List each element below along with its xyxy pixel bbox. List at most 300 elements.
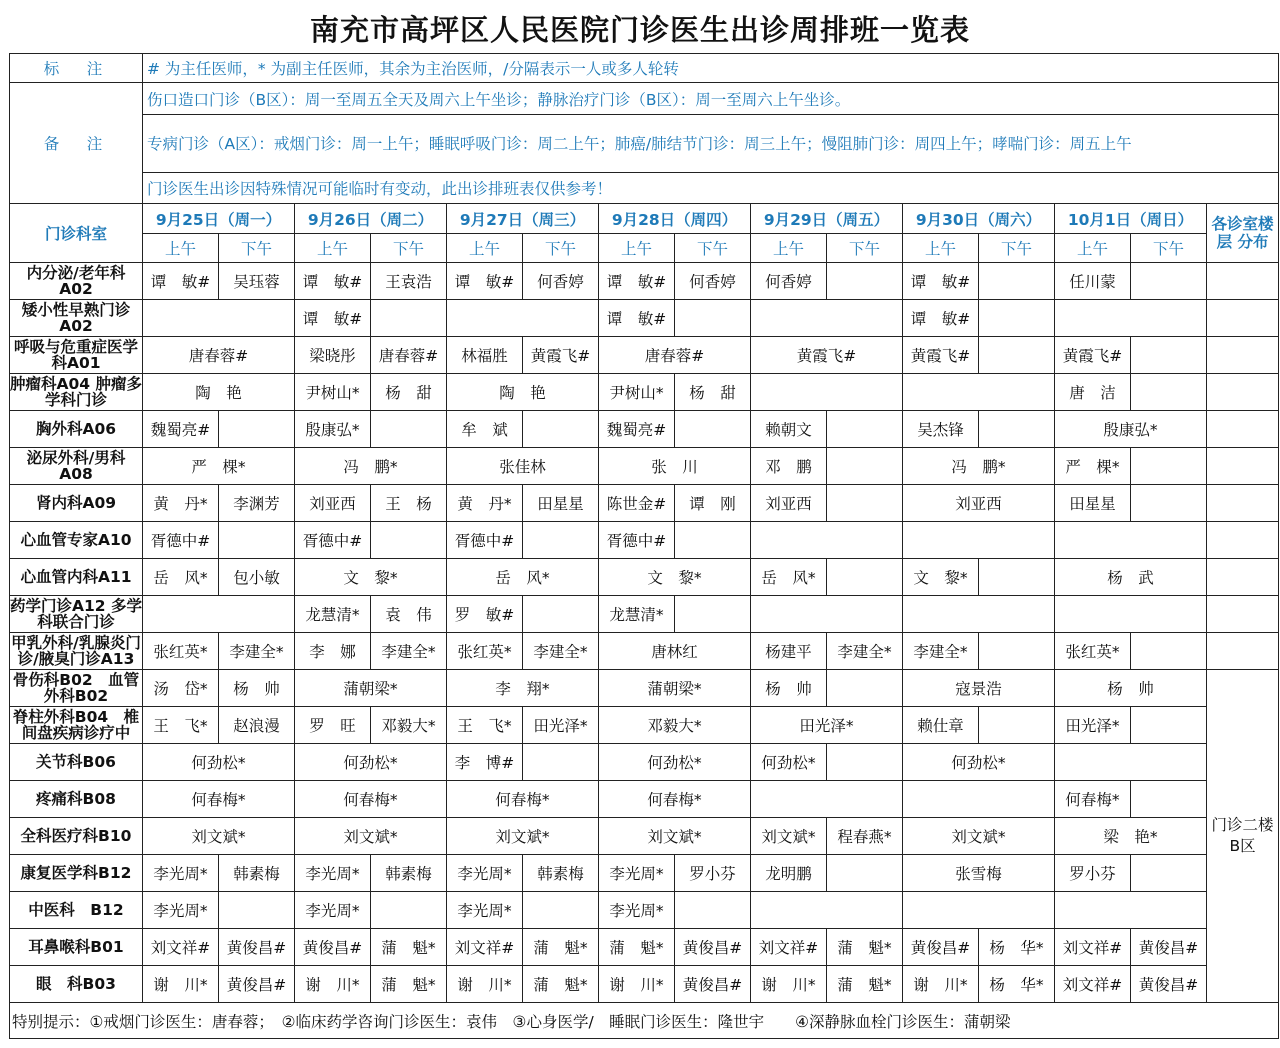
am-header: 上午 [599,234,675,263]
floor-cell [1207,559,1279,596]
doctor-cell [523,522,599,559]
doctor-cell: 杨 帅 [751,670,827,707]
doctor-cell: 胥德中# [295,522,371,559]
doctor-cell: 刘文斌* [599,818,751,855]
footer-row [10,1003,1279,1039]
doctor-cell: 赵浪漫 [219,707,295,744]
doctor-cell: 韩素梅 [523,855,599,892]
doctor-cell: 杨 帅 [1055,670,1207,707]
doctor-cell: 韩素梅 [371,855,447,892]
doctor-cell: 杨建平 [751,633,827,670]
am-header: 上午 [751,234,827,263]
dept-name: 甲乳外科/乳腺炎门诊/腋臭门诊A13 [11,634,141,668]
doctor-cell [675,892,751,929]
schedule-row [10,744,1279,781]
doctor-cell: 岳 风* [751,559,827,596]
doctor-cell: 罗 旺 [295,707,371,744]
floor-cell [1207,522,1279,559]
doctor-cell: 刘文祥# [143,929,219,966]
remark-3: 门诊医生出诊因特殊情况可能临时有变动，此出诊排班表仅供参考！ [143,173,1279,204]
dept-name: 眼 科B03 [10,966,143,1003]
doctor-cell: 黄霞飞# [1055,337,1131,374]
doctor-cell [219,522,295,559]
day-header: 9月28日（周四） [599,204,751,234]
doctor-cell [827,670,903,707]
schedule-row [10,263,1279,300]
doctor-cell: 张 川 [599,448,751,485]
doctor-cell: 李光周* [143,855,219,892]
doctor-cell [827,411,903,448]
doctor-cell: 文 黎* [295,559,447,596]
doctor-cell: 杨 甜 [675,374,751,411]
am-header: 上午 [903,234,979,263]
doctor-cell [903,892,1055,929]
doctor-cell: 胥德中# [599,522,675,559]
doctor-cell: 胥德中# [143,522,219,559]
dept-name: 泌尿外科/男科A08 [10,448,143,485]
doctor-cell: 张雪梅 [903,855,1055,892]
doctor-cell: 何香婷 [751,263,827,300]
doctor-cell [1055,892,1207,929]
doctor-cell: 张佳林 [447,448,599,485]
doctor-cell: 李建全* [903,633,979,670]
doctor-cell [751,892,903,929]
dept-name: 康复医学科B12 [10,855,143,892]
doctor-cell: 王 飞* [447,707,523,744]
doctor-cell [1131,855,1207,892]
floor-cell [1207,633,1279,670]
doctor-cell: 黄 丹* [447,485,523,522]
schedule-row [10,485,1279,522]
doctor-cell: 罗小芬 [675,855,751,892]
doctor-cell [1131,707,1207,744]
doctor-cell [751,781,903,818]
pm-header: 下午 [219,234,295,263]
doctor-cell: 蒲 魁* [523,966,599,1003]
doctor-cell: 李 娜 [295,633,371,670]
doctor-cell: 杨 帅 [219,670,295,707]
doctor-cell: 牟 斌 [447,411,523,448]
day-header: 9月26日（周二） [295,204,447,234]
doctor-cell: 何劲松* [903,744,1055,781]
doctor-cell: 田星星 [1055,485,1131,522]
doctor-cell: 王 杨 [371,485,447,522]
doctor-cell [979,263,1055,300]
pm-header: 下午 [827,234,903,263]
pm-header: 下午 [675,234,751,263]
doctor-cell [903,596,1055,633]
doctor-cell: 黄俊昌# [675,966,751,1003]
doctor-cell: 何春梅* [447,781,599,818]
doctor-cell: 何劲松* [143,744,295,781]
doctor-cell [143,596,295,633]
legend-row [10,54,1279,83]
floor-cell [1207,300,1279,337]
doctor-cell: 谭 敏# [447,263,523,300]
doctor-cell: 王袁浩 [371,263,447,300]
doctor-cell: 何香婷 [523,263,599,300]
doctor-cell: 田光泽* [1055,707,1131,744]
doctor-cell [1131,337,1207,374]
doctor-cell: 何春梅* [295,781,447,818]
doctor-cell: 李渊芳 [219,485,295,522]
doctor-cell: 韩素梅 [219,855,295,892]
doctor-cell: 何劲松* [751,744,827,781]
doctor-cell: 谭 敏# [903,300,979,337]
doctor-cell [1055,522,1207,559]
doctor-cell: 赖朝文 [751,411,827,448]
remarks-row-2 [10,115,1279,173]
doctor-cell: 黄俊昌# [903,929,979,966]
schedule-row [10,966,1279,1003]
floor-cell [1207,374,1279,411]
remark-1: 伤口造口门诊（B区）：周一至周五全天及周六上午坐诊；静脉治疗门诊（B区）：周一至周六上午坐诊。 [143,83,1279,115]
doctor-cell [1055,300,1207,337]
doctor-cell: 龙明鹏 [751,855,827,892]
doctor-cell: 何劲松* [295,744,447,781]
doctor-cell: 唐林红 [599,633,751,670]
doctor-cell: 蒲 魁* [371,929,447,966]
doctor-cell: 杨 武 [1055,559,1207,596]
doctor-cell [751,300,903,337]
doctor-cell: 李光周* [295,855,371,892]
doctor-cell: 吴珏蓉 [219,263,295,300]
doctor-cell [371,411,447,448]
doctor-cell: 谢 川* [295,966,371,1003]
pm-header: 下午 [1131,234,1207,263]
doctor-cell: 何香婷 [675,263,751,300]
doctor-cell: 蒲 魁* [599,929,675,966]
doctor-cell [751,374,903,411]
doctor-cell [1131,781,1207,818]
doctor-cell: 蒲 魁* [371,966,447,1003]
dept-name: 肿瘤科A04 肿瘤多学科门诊 [10,375,142,409]
remark-2: 专病门诊（A区）：戒烟门诊：周一上午；睡眠呼吸门诊：周二上午；肺癌/肺结节门诊：周三上午；慢阻肺门诊：周四上午；哮喘门诊：周五上午 [143,115,1279,173]
doctor-cell: 谢 川* [447,966,523,1003]
footer-note: 特别提示：①戒烟门诊医生：唐春蓉； ②临床药学咨询门诊医生：袁伟 ③心身医学/ 睡眠门诊医生：隆世宇 ④深静脉血栓门诊医生：蒲朝梁 [10,1003,1279,1039]
doctor-cell [903,522,1055,559]
doctor-cell: 蒲朝梁* [295,670,447,707]
floor-cell [1207,448,1279,485]
floor-cell [1207,485,1279,522]
dept-name: 关节科B06 [10,744,143,781]
doctor-cell: 唐春蓉# [599,337,751,374]
schedule-row [10,781,1279,818]
doctor-cell: 谭 敏# [295,263,371,300]
doctor-cell [827,855,903,892]
doctor-cell: 胥德中# [447,522,523,559]
dept-name: 中医科 B12 [10,892,143,929]
doctor-cell: 冯 鹏* [903,448,1055,485]
doctor-cell: 黄俊昌# [219,966,295,1003]
doctor-cell [979,707,1055,744]
doctor-cell [827,263,903,300]
doctor-cell: 魏蜀亮# [599,411,675,448]
doctor-cell: 谭 敏# [143,263,219,300]
doctor-cell: 袁 伟 [371,596,447,633]
doctor-cell: 黄俊昌# [675,929,751,966]
schedule-row [10,633,1279,670]
floor-header: 各诊室楼 层 分布 [1207,204,1279,263]
doctor-cell: 文 黎* [599,559,751,596]
doctor-cell [675,522,751,559]
day-header: 10月1日（周日） [1055,204,1207,234]
doctor-cell: 王 飞* [143,707,219,744]
doctor-cell: 吴杰锋 [903,411,979,448]
schedule-row [10,374,1279,411]
schedule-row [10,300,1279,337]
doctor-cell: 任川蒙 [1055,263,1131,300]
dept-name: 心血管专家A10 [10,522,143,559]
doctor-cell: 李 翔* [447,670,599,707]
remarks-row-3 [10,173,1279,204]
doctor-cell: 张红英* [1055,633,1131,670]
schedule-row [10,596,1279,633]
doctor-cell: 黄俊昌# [295,929,371,966]
legend-text: # 为主任医师，* 为副主任医师，其余为主治医师，/分隔表示一人或多人轮转 [143,54,1279,83]
doctor-cell: 黄俊昌# [1131,966,1207,1003]
doctor-cell: 何春梅* [143,781,295,818]
doctor-cell: 田光泽* [751,707,903,744]
doctor-cell [675,411,751,448]
doctor-cell: 殷康弘* [1055,411,1207,448]
doctor-cell: 谭 敏# [599,263,675,300]
doctor-cell [675,300,751,337]
dept-name: 胸外科A06 [10,411,143,448]
doctor-cell: 严 棵* [1055,448,1131,485]
doctor-cell [1131,485,1207,522]
remarks-row-1 [10,83,1279,115]
doctor-cell: 李光周* [143,892,219,929]
doctor-cell: 寇景浩 [903,670,1055,707]
doctor-cell: 严 棵* [143,448,295,485]
doctor-cell [979,633,1055,670]
doctor-cell: 田光泽* [523,707,599,744]
doctor-cell: 陶 艳 [447,374,599,411]
dept-name: 肾内科A09 [10,485,143,522]
schedule-row [10,855,1279,892]
dept-name: 全科医疗科B10 [10,818,143,855]
doctor-cell: 黄俊昌# [219,929,295,966]
doctor-cell [523,596,599,633]
remarks-label: 备 注 [10,83,143,204]
doctor-cell: 谭 刚 [675,485,751,522]
doctor-cell: 蒲朝梁* [599,670,751,707]
doctor-cell: 李光周* [447,855,523,892]
dept-name: 耳鼻喉科B01 [10,929,143,966]
doctor-cell: 殷康弘* [295,411,371,448]
dept-name: 内分泌/老年科A02 [10,263,143,300]
pm-header: 下午 [979,234,1055,263]
doctor-cell: 黄俊昌# [1131,929,1207,966]
doctor-cell: 刘文祥# [1055,966,1131,1003]
doctor-cell: 汤 岱* [143,670,219,707]
doctor-cell: 文 黎* [903,559,979,596]
schedule-row [10,522,1279,559]
doctor-cell: 何劲松* [599,744,751,781]
floor-cell [1207,263,1279,300]
dept-name: 脊柱外科B04 椎间盘疾病诊疗中 [10,707,143,744]
dept-header: 门诊科室 [10,204,143,263]
schedule-row [10,411,1279,448]
doctor-cell [219,892,295,929]
pm-header: 下午 [523,234,599,263]
doctor-cell: 尹树山* [295,374,371,411]
schedule-row [10,818,1279,855]
doctor-cell [979,300,1055,337]
dept-name: 矮小性早熟门诊A02 [10,300,143,337]
doctor-cell: 谭 敏# [903,263,979,300]
doctor-cell [1131,633,1207,670]
doctor-cell: 刘文斌* [295,818,447,855]
doctor-cell: 李 博# [447,744,523,781]
doctor-cell: 梁 艳* [1055,818,1207,855]
day-header: 9月29日（周五） [751,204,903,234]
doctor-cell: 唐春蓉# [143,337,295,374]
doctor-cell [523,411,599,448]
dept-name: 疼痛科B08 [10,781,143,818]
doctor-cell: 蒲 魁* [523,929,599,966]
doctor-cell [219,411,295,448]
schedule-row [10,892,1279,929]
doctor-cell [1131,263,1207,300]
doctor-cell: 李光周* [599,892,675,929]
doctor-cell: 谢 川* [751,966,827,1003]
am-header: 上午 [295,234,371,263]
doctor-cell: 李光周* [447,892,523,929]
doctor-cell: 邓 鹏 [751,448,827,485]
doctor-cell: 李建全* [219,633,295,670]
schedule-row [10,929,1279,966]
doctor-cell [979,337,1055,374]
doctor-cell: 刘文斌* [447,818,599,855]
doctor-cell: 黄霞飞# [751,337,903,374]
doctor-cell [1131,374,1207,411]
doctor-cell [827,744,903,781]
doctor-cell: 刘亚西 [751,485,827,522]
dept-name: 呼吸与危重症医学科A01 [10,337,143,374]
doctor-cell: 黄霞飞# [523,337,599,374]
floor-cell [1207,337,1279,374]
doctor-cell: 尹树山* [599,374,675,411]
schedule-row [10,707,1279,744]
doctor-cell [827,559,903,596]
doctor-cell: 陈世金# [599,485,675,522]
floor-cell [1207,596,1279,633]
schedule-row [10,670,1279,707]
doctor-cell: 刘文祥# [751,929,827,966]
doctor-cell: 程春燕* [827,818,903,855]
doctor-cell [675,596,751,633]
day-header: 9月27日（周三） [447,204,599,234]
doctor-cell: 刘亚西 [903,485,1055,522]
doctor-cell: 田星星 [523,485,599,522]
legend-label: 标 注 [10,54,143,83]
doctor-cell [143,300,295,337]
doctor-cell: 谭 敏# [599,300,675,337]
am-header: 上午 [1055,234,1131,263]
doctor-cell [447,300,599,337]
doctor-cell: 唐春蓉# [371,337,447,374]
doctor-cell [827,485,903,522]
doctor-cell: 李建全* [827,633,903,670]
doctor-cell: 陶 艳 [143,374,295,411]
doctor-cell: 唐 洁 [1055,374,1131,411]
doctor-cell: 何春梅* [1055,781,1131,818]
doctor-cell: 岳 风* [143,559,219,596]
doctor-cell: 龙慧清* [599,596,675,633]
doctor-cell: 谢 川* [143,966,219,1003]
doctor-cell: 龙慧清* [295,596,371,633]
page-title: 南充市高坪区人民医院门诊医生出诊周排班一览表 [309,13,970,47]
doctor-cell: 包小敏 [219,559,295,596]
doctor-cell: 谢 川* [903,966,979,1003]
dept-name: 心血管内科A11 [10,559,143,596]
day-header: 9月30日（周六） [903,204,1055,234]
floor-cell [1207,411,1279,448]
day-header: 9月25日（周一） [143,204,295,234]
doctor-cell: 黄 丹* [143,485,219,522]
doctor-cell: 邓毅大* [371,707,447,744]
doctor-cell: 罗小芬 [1055,855,1131,892]
dept-name: 骨伤科B02 血管外科B02 [10,670,143,707]
day-header-row [10,204,1279,234]
doctor-cell: 杨 华* [979,966,1055,1003]
doctor-cell: 李光周* [295,892,371,929]
doctor-cell [979,411,1055,448]
doctor-cell: 刘文斌* [751,818,827,855]
doctor-cell: 张红英* [143,633,219,670]
am-header: 上午 [447,234,523,263]
floor-location: 门诊二楼B区 [1207,670,1279,1003]
schedule-row [10,337,1279,374]
doctor-cell [371,522,447,559]
doctor-cell: 刘文祥# [447,929,523,966]
doctor-cell [979,559,1055,596]
doctor-cell: 赖仕章 [903,707,979,744]
doctor-cell [751,596,903,633]
doctor-cell: 何春梅* [599,781,751,818]
doctor-cell: 杨 华* [979,929,1055,966]
doctor-cell: 李光周* [599,855,675,892]
half-header-row [10,234,1279,263]
doctor-cell: 刘文斌* [903,818,1055,855]
doctor-cell: 李建全* [371,633,447,670]
doctor-cell [1055,744,1207,781]
doctor-cell: 刘文祥# [1055,929,1131,966]
doctor-cell: 罗 敏# [447,596,523,633]
doctor-cell [1055,596,1207,633]
doctor-cell [523,892,599,929]
schedule-table [9,53,1279,1039]
am-header: 上午 [143,234,219,263]
doctor-cell [523,744,599,781]
doctor-cell: 蒲 魁* [827,929,903,966]
doctor-cell: 杨 甜 [371,374,447,411]
dept-name: 药学门诊A12 多学科联合门诊 [10,597,142,631]
doctor-cell [1131,448,1207,485]
doctor-cell: 岳 风* [447,559,599,596]
doctor-cell: 梁晓彤 [295,337,371,374]
doctor-cell: 冯 鹏* [295,448,447,485]
doctor-cell: 林福胜 [447,337,523,374]
doctor-cell: 魏蜀亮# [143,411,219,448]
doctor-cell: 谭 敏# [295,300,371,337]
doctor-cell: 谢 川* [599,966,675,1003]
pm-header: 下午 [371,234,447,263]
doctor-cell: 邓毅大* [599,707,751,744]
doctor-cell: 刘亚西 [295,485,371,522]
